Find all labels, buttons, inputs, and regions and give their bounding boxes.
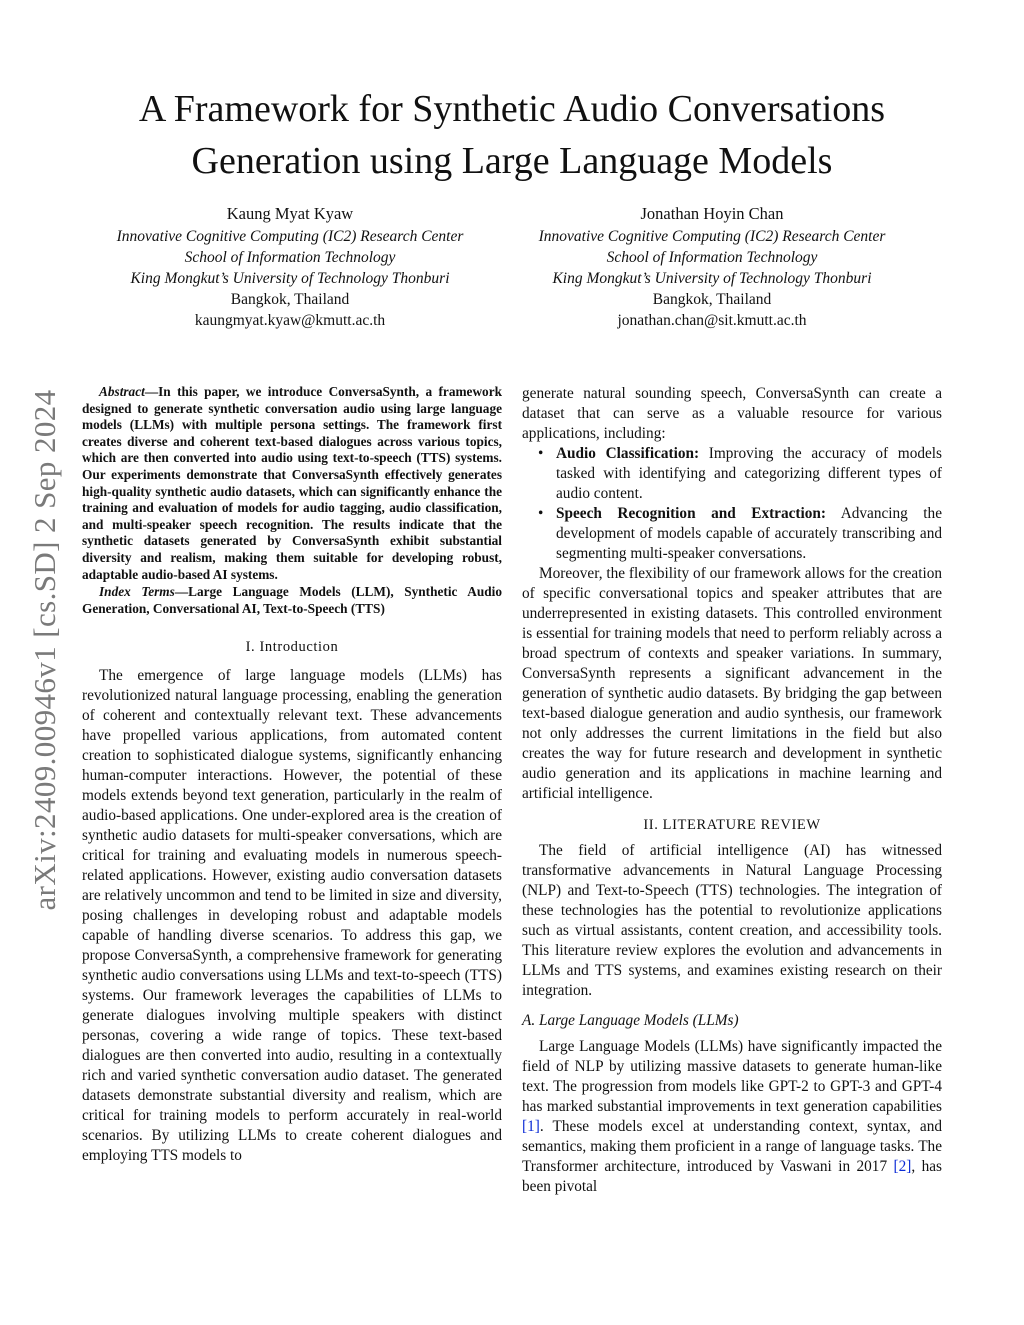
subsection-heading-llms: A. Large Language Models (LLMs) xyxy=(522,1012,739,1029)
left-column xyxy=(82,384,502,1166)
right-column xyxy=(522,384,942,1197)
list-item xyxy=(522,444,942,504)
author-block-2 xyxy=(492,203,932,331)
index-terms-label: Index Terms xyxy=(99,584,175,600)
abstract-label: Abstract xyxy=(99,384,145,399)
literature-review-paragraph: The field of artificial intelligence (AI) has witnessed transformative advancements in Natural Language Processing (NLP) and Text-to-Speech (TTS) technologies. The integration of these technologies has the potential to revolutionize applications such as virtual assistants, content creation, and accessibility tools. This literature review explores the evolution and advancements in LLMs and TTS systems, and examines existing research on their integration. xyxy=(522,842,942,999)
llms-text-2: . These models excel at understanding context, syntax, and semantics, making them proficient in a range of language tasks. The Transformer architecture, introduced by Vaswani in 2017 xyxy=(522,1118,942,1175)
list-item xyxy=(522,504,942,564)
llms-text-1: Large Language Models (LLMs) have significantly impacted the field of NLP by utilizing massive datasets to generate human-like text. The progression from models like GPT-2 to GPT-3 and GPT-4 has marked substantial improvements in text generation capabilities xyxy=(522,1038,942,1115)
citation-link-1[interactable]: [1] xyxy=(522,1118,540,1135)
bullet-icon: • xyxy=(538,505,544,522)
list-item-term: Audio Classification: xyxy=(556,445,700,462)
arxiv-identifier-stamp xyxy=(20,370,70,930)
llms-paragraph xyxy=(522,1037,942,1197)
section-heading-introduction: I. Introduction xyxy=(245,639,339,656)
author-email: jonathan.chan@sit.kmutt.ac.th xyxy=(617,312,807,329)
author-affiliation: Innovative Cognitive Computing (IC2) Research Center xyxy=(116,228,464,245)
section-heading-literature-review: II. LITERATURE REVIEW xyxy=(643,817,821,833)
bullet-icon: • xyxy=(538,445,544,462)
abstract-text: In this paper, we introduce ConversaSynth, a framework designed to generate synthetic conversation audio using large language models (LLMs) with multiple persona settings. The framework first creates diverse and coherent text-based dialogues across various topics, which are then converted into audio using text-to-speech (TTS) systems. Our experiments demonstrate that ConversaSynth effectively generates high-quality synthetic audio datasets, which can significantly enhance the training and evaluation of models for audio tagging, audio classification, and multi-speaker speech recognition. The results indicate that the synthetic datasets generated by ConversaSynth exhibit substantial diversity and realism, making them suitable for developing robust, adaptable audio-based AI systems. xyxy=(82,384,502,582)
author-school: School of Information Technology xyxy=(184,249,396,266)
introduction-paragraph: The emergence of large language models (LLMs) has revolutionized natural language processing, enabling the generation of coherent and contextually relevant text. These advancements have propelled various applications, from automated content creation to sophisticated dialogue systems, significantly enhancing human-computer interactions. However, the potential of these models extends beyond text generation, particularly in the realm of audio-based applications. One under-explored area is the creation of synthetic audio datasets for multi-speaker conversations, which are critical for training and evaluating models in numerous speech-related applications. However, existing audio conversation datasets are relatively uncommon and tend to be limited in size and diversity, posing challenges in developing robust and adaptable models capable of handling diverse scenarios. To address this gap, we propose ConversaSynth, a comprehensive framework for generating synthetic audio conversations using LLMs and text-to-speech (TTS) systems. Our framework leverages the capabilities of LLMs to generate dialogues involving multiple speakers with distinct personas, covering a wide range of topics. These text-based dialogues are then converted into audio, resulting in a contextually rich and varied synthetic conversation audio dataset. The generated datasets demonstrate substantial diversity and realism, which are critical for training models to perform accurately in real-world scenarios. By utilizing LLMs to create coherent dialogues and employing TTS models to xyxy=(82,667,502,1165)
paper-title-line-1: A Framework for Synthetic Audio Conversations xyxy=(138,88,886,130)
author-name: Kaung Myat Kyaw xyxy=(226,204,354,223)
index-terms-dash: — xyxy=(174,584,189,600)
author-name: Jonathan Hoyin Chan xyxy=(640,204,784,223)
introduction-continuation: generate natural sounding speech, ConversaSynth can create a dataset that can serve as a valuable resource for various applications, including: xyxy=(522,385,942,442)
index-terms-text: Large Language Models (LLM), Synthetic Audio Generation, Conversational AI, Text-to-Speech (TTS) xyxy=(82,584,502,616)
author-location: Bangkok, Thailand xyxy=(652,291,772,308)
author-email: kaungmyat.kyaw@kmutt.ac.th xyxy=(194,312,386,329)
abstract xyxy=(82,384,502,583)
abstract-dash: — xyxy=(144,384,159,399)
list-item-term: Speech Recognition and Extraction: xyxy=(556,505,827,522)
index-terms xyxy=(82,584,502,617)
paper-title xyxy=(80,83,944,187)
author-university: King Mongkut’s University of Technology Thonburi xyxy=(130,270,450,287)
author-school: School of Information Technology xyxy=(606,249,818,266)
author-affiliation: Innovative Cognitive Computing (IC2) Research Center xyxy=(538,228,886,245)
author-block-1 xyxy=(70,203,510,331)
applications-list xyxy=(522,444,942,564)
paper-title-line-2: Generation using Large Language Models xyxy=(191,140,833,182)
list-item-text: Advancing the development of models capable of accurately transcribing and segmenting multi-speaker conversations. xyxy=(556,505,942,562)
introduction-paragraph-2: Moreover, the flexibility of our framework allows for the creation of specific conversational topics and speaker attributes that are underrepresented in existing datasets. This controlled environment is essential for training models that need to perform reliably across a broad spectrum of contexts and speaker variations. In summary, ConversaSynth represents a significant advancement in the generation of synthetic audio datasets. By bridging the gap between text-based dialogue generation and audio synthesis, our framework not only addresses the current limitations in the field but also creates the way for future research and development in synthetic audio generation and its applications in machine learning and artificial intelligence. xyxy=(522,565,942,802)
list-item-text: Improving the accuracy of models tasked with identifying and categorizing different types of audio content. xyxy=(556,445,942,502)
arxiv-identifier-text: arXiv:2409.00946v1 [cs.SD] 2 Sep 2024 xyxy=(27,389,62,911)
citation-link-2[interactable]: [2] xyxy=(893,1158,912,1175)
author-location: Bangkok, Thailand xyxy=(230,291,350,308)
llms-text-3: , has been pivotal xyxy=(522,1158,942,1195)
author-university: King Mongkut’s University of Technology Thonburi xyxy=(552,270,872,287)
